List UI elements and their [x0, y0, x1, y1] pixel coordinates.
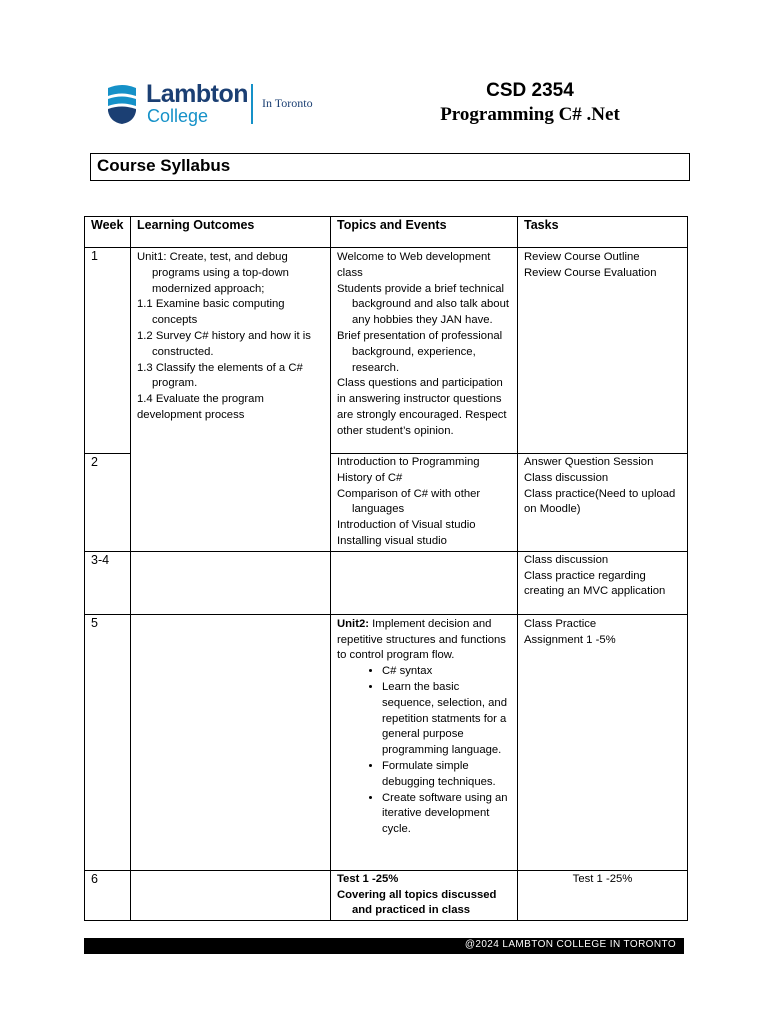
topics-cell [331, 454, 518, 552]
list-item: • Create software using an iterative development cycle. [382, 791, 511, 838]
learning-outcomes-cell [131, 614, 331, 870]
outcome-item: 1.3 Classify the elements of a C# program. [137, 361, 303, 390]
topic-item: Introduction of Visual studio [337, 519, 476, 532]
week-cell: 6 [85, 870, 131, 920]
task-item: Assignment 1 -5% [524, 633, 616, 646]
learning-outcomes-cell [131, 870, 331, 920]
task-item: Test 1 -25% [572, 872, 633, 885]
topics-cell [331, 870, 518, 920]
tasks-cell [518, 454, 688, 552]
topic-item: Covering all topics discussed and practiced in class [337, 888, 497, 917]
tasks-cell [518, 614, 688, 870]
topic-item: Brief presentation of professional background, experience, research. [337, 329, 503, 374]
header-topics-events: Topics and Events [331, 217, 518, 248]
task-item: Class practice(Need to upload on Moodle) [524, 487, 676, 516]
outcome-item: 1.1 Examine basic computing concepts [137, 298, 285, 327]
section-title: Course Syllabus [97, 156, 231, 175]
header-learning-outcomes: Learning Outcomes [131, 217, 331, 248]
table-row [85, 870, 688, 920]
lambton-shield-icon [108, 84, 136, 124]
outcome-item: Unit1: Create, test, and debug programs using a top-down modernized approach; [137, 251, 289, 295]
list-item: • C# syntax [382, 664, 511, 680]
topic-item: Installing visual studio [337, 534, 447, 547]
footer-text: @2024 LAMBTON COLLEGE IN TORONTO [464, 939, 676, 950]
topics-cell [331, 614, 518, 870]
unit-text: Implement decision and repetitive structures and functions to control program flow. [337, 617, 506, 662]
table-row [85, 551, 688, 614]
logo-divider [251, 84, 253, 124]
logo-text-lambton: Lambton [146, 80, 249, 108]
logo-campus: In Toronto [262, 96, 313, 110]
task-item: Class discussion [524, 553, 609, 566]
tasks-cell [518, 248, 688, 454]
week-cell: 3-4 [85, 551, 131, 614]
learning-outcomes-cell [131, 248, 331, 552]
topic-item: Introduction to Programming [337, 456, 480, 468]
syllabus-table [84, 216, 688, 921]
outcome-item: 1.4 Evaluate the program development process [137, 393, 264, 421]
week-cell: 1 [85, 248, 131, 454]
week-cell: 2 [85, 454, 131, 552]
table-header-row [85, 217, 688, 248]
topic-item: Welcome to Web development class [337, 251, 491, 279]
outcome-item: 1.2 Survey C# history and how it is constructed. [137, 329, 311, 358]
course-title: Programming C# .Net [440, 104, 620, 125]
task-item: Review Course Outline [524, 251, 640, 263]
task-item: Answer Question Session [524, 456, 654, 468]
task-item: Class discussion [524, 471, 609, 484]
topic-bullet-list [337, 664, 511, 838]
tasks-cell [518, 551, 688, 614]
header-tasks: Tasks [518, 217, 688, 248]
topic-item: Students provide a brief technical background and also talk about any hobbies they JAN have. [337, 282, 510, 327]
tasks-cell [518, 870, 688, 920]
lambton-logo [108, 82, 328, 128]
topic-item: Class questions and participation in answering instructor questions are strongly encouraged. Respect other student’s opinion. [337, 377, 507, 437]
topics-cell [331, 248, 518, 454]
unit-description [337, 617, 511, 664]
table-row [85, 248, 688, 454]
topic-item: Test 1 -25% [337, 872, 399, 885]
section-title-box [90, 153, 690, 181]
learning-outcomes-cell [131, 551, 331, 614]
topic-item: History of C# [337, 471, 403, 484]
footer-bar [84, 938, 684, 954]
unit-label: Unit2: [337, 617, 370, 630]
course-code: CSD 2354 [486, 80, 574, 101]
table-row [85, 614, 688, 870]
logo-text-college: College [147, 106, 209, 126]
task-item: Class Practice [524, 617, 597, 630]
topic-item: Comparison of C# with other languages [337, 487, 481, 516]
list-item: • Formulate simple debugging techniques. [382, 759, 511, 791]
header-week: Week [85, 217, 131, 248]
task-item: Class practice regarding creating an MVC application [524, 569, 666, 598]
topics-cell [331, 551, 518, 614]
task-item: Review Course Evaluation [524, 266, 657, 279]
week-cell: 5 [85, 614, 131, 870]
list-item: • Learn the basic sequence, selection, and repetition statments for a general purpose programming language. [382, 680, 511, 759]
